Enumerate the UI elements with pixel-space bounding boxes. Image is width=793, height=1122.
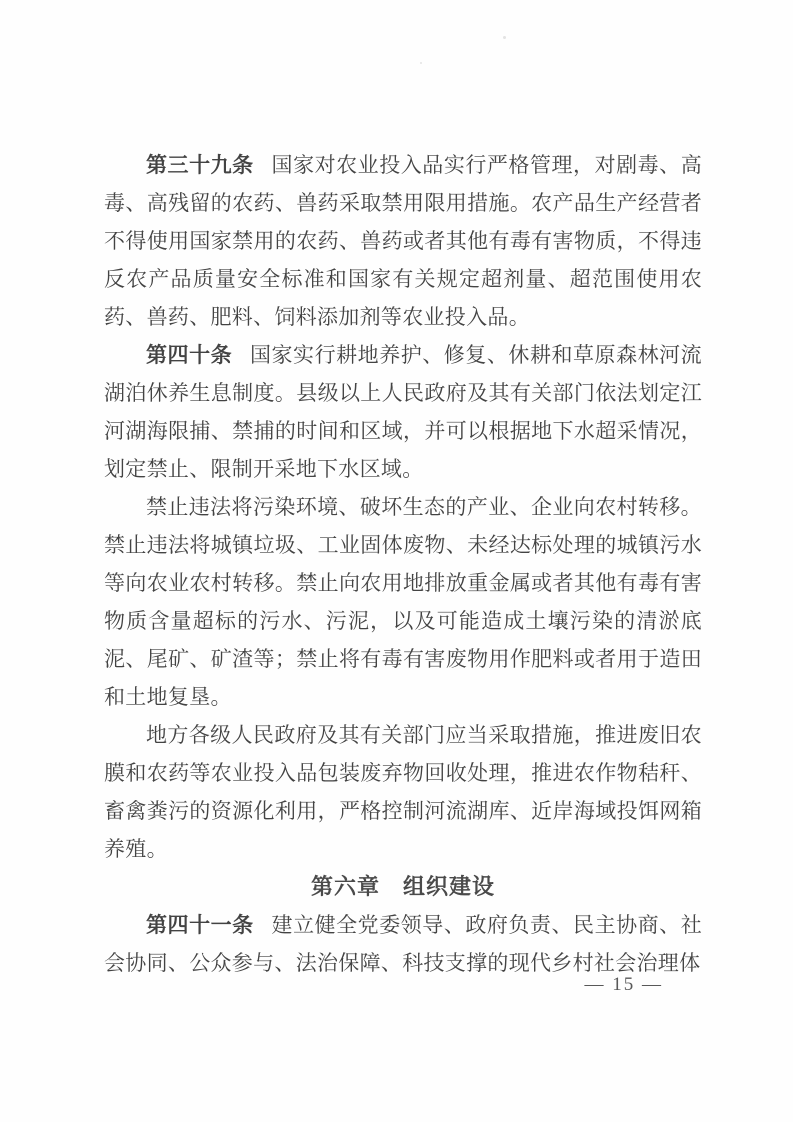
article-number: 第四十一条 — [146, 913, 254, 937]
scan-speck — [420, 62, 422, 64]
article-text: 建立健全党委领导、政府负责、民主协商、社会协同、公众参与、法治保障、科技支撑的现代乡村社会治理体 — [104, 913, 703, 975]
article-paragraph-41 — [104, 906, 702, 982]
body-paragraph — [104, 716, 702, 868]
article-paragraph-39 — [104, 146, 702, 336]
document-body — [104, 146, 702, 982]
article-text: 国家对农业投入品实行严格管理，对剧毒、高毒、高残留的农药、兽药采取禁用限用措施。农产品生产经营者不得使用国家禁用的农药、兽药或者其他有毒有害物质，不得违反农产品质量安全标准和国家有关规定超剂量、超范围使用农药、兽药、肥料、饲料添加剂等农业投入品。 — [104, 153, 703, 329]
article-text: 地方各级人民政府及其有关部门应当采取措施，推进废旧农膜和农药等农业投入品包装废弃物回收处理，推进农作物秸秆、畜禽粪污的资源化利用，严格控制河流湖库、近岸海域投饵网箱养殖。 — [104, 723, 702, 861]
body-paragraph — [104, 488, 702, 716]
scan-speck — [503, 36, 506, 39]
article-paragraph-40 — [104, 336, 702, 488]
article-text: 禁止违法将污染环境、破坏生态的产业、企业向农村转移。禁止违法将城镇垃圾、工业固体废物、未经达标处理的城镇污水等向农业农村转移。禁止向农用地排放重金属或者其他有毒有害物质含量超标的污水、污泥，以及可能造成土壤污染的清淤底泥、尾矿、矿渣等；禁止将有毒有害废物用作肥料或者用于造田和土地复垦。 — [104, 495, 702, 709]
page-number: — 15 — — [584, 974, 663, 995]
article-number: 第四十条 — [146, 343, 233, 367]
chapter-heading: 第六章 组织建设 — [310, 874, 495, 899]
article-text: 国家实行耕地养护、修复、休耕和草原森林河流湖泊休养生息制度。县级以上人民政府及其有关部门依法划定江河湖海限捕、禁捕的时间和区域，并可以根据地下水超采情况，划定禁止、限制开采地下水区域。 — [104, 343, 702, 481]
article-number: 第三十九条 — [146, 153, 254, 177]
